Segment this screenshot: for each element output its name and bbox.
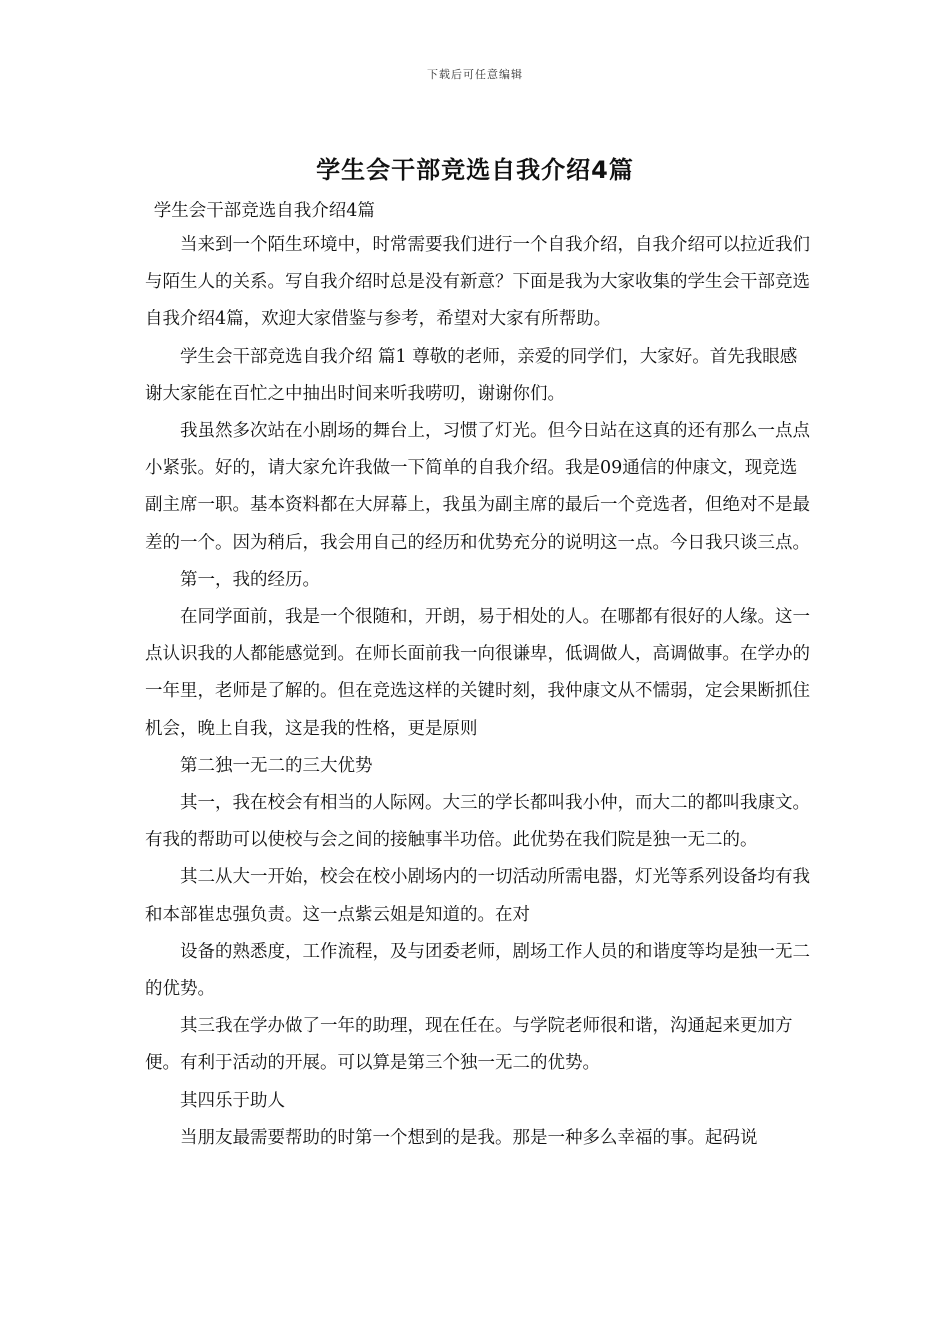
paragraph-advantage-2-continued: 设备的熟悉度，工作流程，及与团委老师，剧场工作人员的和谐度等均是独一无二的优势。 <box>145 941 810 1000</box>
paragraph-intro: 当来到一个陌生环境中，时常需要我们进行一个自我介绍，自我介绍可以拉近我们与陌生人的关系。写自我介绍时总是没有新意？下面是我为大家收集的学生会干部竞选自我介绍4篇，欢迎大家借鉴与参考，希望对大家有所帮助。 <box>145 235 810 330</box>
document-title: 学生会干部竞选自我介绍4篇 <box>316 156 634 184</box>
paragraph-experience: 在同学面前，我是一个很随和，开朗，易于相处的人。在哪都有很好的人缘。这一点认识我的人都能感觉到。在师长面前我一向很谦卑，低调做人，高调做事。在学办的一年里，老师是了解的。但在竞选这样的关键时刻，我仲康文从不懦弱，定会果断抓住机会，晚上自我，这是我的性格，更是原则 <box>145 607 810 739</box>
paragraph-heading-experience: 第一，我的经历。 <box>180 569 320 590</box>
paragraph-advantage-1: 其一，我在校会有相当的人际网。大三的学长都叫我小仲，而大二的都叫我康文。有我的帮助可以使校与会之间的接触事半功倍。此优势在我们院是独一无二的。 <box>145 793 810 851</box>
paragraph-self-introduction: 我虽然多次站在小剧场的舞台上，习惯了灯光。但今日站在这真的还有那么一点点小紧张。好的，请大家允许我做一下简单的自我介绍。我是09通信的仲康文，现竞选副主席一职。基本资料都在大屏幕上，我虽为副主席的最后一个竞选者，但绝对不是最差的一个。因为稍后，我会用自己的经历和优势充分的说明这一点。今日我只谈三点。 <box>145 421 810 553</box>
paragraph-helpful: 当朋友最需要帮助的时第一个想到的是我。那是一种多么幸福的事。起码说 <box>180 1127 758 1148</box>
subtitle-paragraph: 学生会干部竞选自我介绍4篇 <box>153 201 375 221</box>
paragraph-heading-advantages: 第二独一无二的三大优势 <box>180 755 373 776</box>
document-body <box>145 196 811 1157</box>
paragraph-advantage-2: 其二从大一开始，校会在校小剧场内的一切活动所需电器，灯光等系列设备均有我和本部崔忠强负责。这一点紫云姐是知道的。在对 <box>145 867 810 925</box>
paragraph-advantage-3: 其三我在学办做了一年的助理，现在任在。与学院老师很和谐，沟通起来更加方便。有利于活动的开展。可以算是第三个独一无二的优势。 <box>145 1016 793 1074</box>
paragraph-heading-helpful: 其四乐于助人 <box>180 1090 285 1111</box>
header-note: 下载后可任意编辑 <box>427 68 523 81</box>
paragraph-speech-1-opening: 学生会干部竞选自我介绍 篇1 尊敬的老师，亲爱的同学们，大家好。首先我眼感谢大家能在百忙之中抽出时间来听我唠叨，谢谢你们。 <box>145 346 798 404</box>
